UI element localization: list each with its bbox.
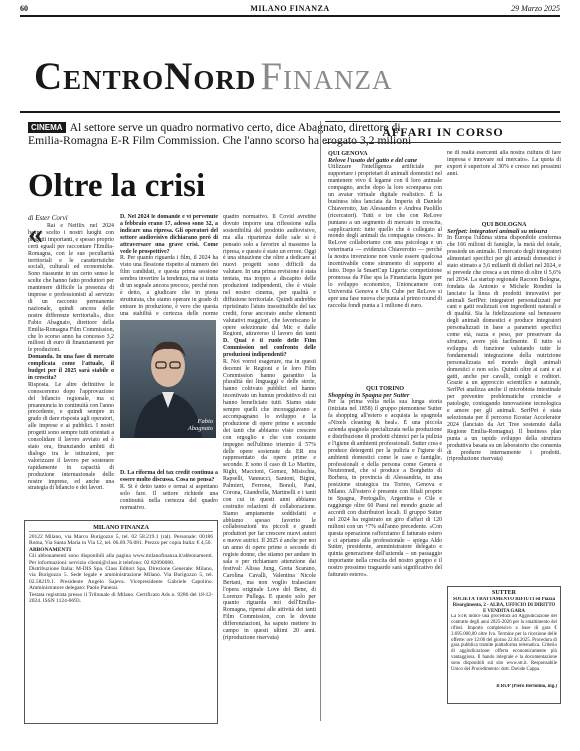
section-title-secondary: Finanza	[260, 55, 393, 98]
answer-4: R. Noi vorrei esagerare, ma in questi decenni le Regioni e le loro Film Commission hanno garantito la pluralità dei linguaggi e delle storie, hanno coltivato pubblici ed hanno incentivato un humus produttivo di cui hanno beneficiato tutti. Siamo state sempre quelli che incoraggiavano e accompagnano lo sviluppo e la produzione di opere prime e seconde dei tanti che abbiamo visto crescere con orgoglio e che con costante impegno nell'ultimo triennio il 57% delle opere sostenute da ER era rappresentato da opere prime e seconde. E sono il caso di Lo Martire, Righi, Maccioni, Gomez, Misischia, Rapselli, Vannucci, Santoni, Bigini, Palmieri, Ferrone, Bonoli, Pani, Corona, Giandrella, Martinelli e i tanti con cui in questi anni abbiamo costruito relazioni di collaborazione. Siamo ampiamente soddisfatti e abbiamo spesso favorito le collaborazioni tra piccoli e grandi produttori per far crescere nuovi autori e nuove autrici. Il 2025 è anche per noi un anno di opere prime o seconde di registe donne, che stiamo per andare in sala o per richiamare attenzione dai festival: Alissa Jung, Greta Scarano, Carolina Cavalli, Valentina Nicole Bertani, ma non voglio tralasciare l'opera originale Love del Bene, di Lorenzo Pullega. E questo solo per quanto riguarda noi dell'Emilia-Romagna, ripensi alle attività dei tanti Film Commission, con le dovute differenziazioni, ha saputo mettere in campo in questi ultimi 20 anni. (riproduzione riservata)	[223, 358, 316, 641]
torino-text: Per la prima volta nella sua lunga storia (iniziata nel 1858) il gruppo piemontese Sutter fa shopping all'estero e acquista la spagnola «Nixels cleaning & heal». È una piccola azienda spagnola specializzata nella produzione e distribuzione di prodotti chimici per la pulizia e l'igiene di ambienti professionali. Sutter crea e produce detergenti per la pulizia e l'igiene di ambienti domestici come le case e famiglie, professionali e della persona come Genera e Neutromed, che si produce a Borghetto di Borbera, in provincia di Alessandria, in una posizione strategica tra Torino, Genova e Milano. All'estero è presente con filiali proprie in Spagna, Portogallo, Argentina e Cile e raggiunge oltre 60 Paesi nel mondo grazie ad accordi con distributori locali. Il gruppo Sutter nel 2024 ha registrato un giro d'affari di 120 milioni con un +7% sull'anno precedente. «Con questa operazione rafforziamo il fatturato estero e ci apriamo alla professionale – spiega Aldo Sutter, presidente, amministratore delegato e quinta generazione dell'azienda – un passaggio importante nella crescita del nostro gruppo e il nostro prossimo traguardo sarà significativo del fatturato estero».	[328, 399, 442, 579]
legal-notice-box	[447, 586, 561, 704]
answer-2: R. Per quanto riguarda i film, il 2024 ha visto una flessione rispetto al numero dei film candidati, e questa prima sessione sembra invertire la tendenza, ma si tratta di un segnale ancora precoce, perché non è detto, a giudicare che in piena strutturata, che siamo operare in grado di entrare in produzione, è vero che questa una stabilità e certezza delle norme	[120, 255, 218, 316]
quote-mark-icon: «	[28, 223, 43, 250]
genova-text-cont: ne di realtà esercenti alla nostra cultura di fare impresa e innovare sul mercato». La quota di export è superiore al 30% e cresce nei prossimi anni.	[447, 150, 561, 177]
question-2: D. Nel 2024 le domande e vi pervenute a febbraio erano 17, adesso sono 32, a indicare una ripresa. Gli operatori del settore audiovisivo dichiarano però di attraversare una grave crisi. Come vede le prospettive?	[120, 214, 218, 255]
article-column-1	[28, 223, 114, 513]
question-4: D. Qual è il ruolo delle Film Commission nel confronto delle produzioni indipendenti?	[223, 338, 316, 358]
genova-subhead: Relove l'usato del gatto e del cane	[328, 157, 418, 164]
company-text: Distribuzione Italia: M-DIS Spa. Class Editori Spa, Direzione Generale: Milano, via Burigozzo 5. Sede legale e amministrazione Milano. Via Burigozzo 5, tel. 02.58219.1. Presidente Angelo Sajeva. Vicepresidente Gabriele Capolino. Amministratore delegato: Paolo Panerai.	[29, 566, 213, 592]
registration-text: Testata registrata presso il Tribunale di Milano. Certificato Ads n. 9286 del 18-12-2024. ISSN 1124-6693.	[29, 591, 213, 605]
article-column-3-bottom	[223, 338, 316, 695]
deck-text: Al settore serve un quadro normativo certo, dice Abagnato, direttore di Emilia-Romagna E-R Film Commission. Che l'anno scorso ha erogato 3,2 milioni	[28, 121, 412, 148]
torino-city: QUI TORINO	[365, 385, 405, 392]
legal-title: SUTTER	[491, 590, 516, 596]
sidebar-item-genova-cont	[447, 150, 561, 216]
sidebar-divider	[320, 121, 321, 721]
section-masthead	[34, 56, 393, 106]
issue-date: 29 Marzo 2025	[511, 4, 560, 13]
article-column-3-top	[223, 214, 316, 336]
article-column-2-bottom	[120, 440, 218, 518]
masthead-rule	[20, 111, 560, 113]
colophon-text	[29, 534, 213, 604]
kicker-badge: CINEMA	[28, 122, 66, 133]
colophon-address: 20122 Milano, via Marco Burigozzo 5, tel. 02 58.219.1 (ral). Personale: 00186 Roma, Via Santa Maria in Via 12, tel. 06.69.76.081. Prezzo per copia Italia: € 4,50.	[29, 534, 213, 547]
section-title-main: CentroNord	[34, 55, 257, 98]
article-column-2-top	[120, 214, 218, 316]
question-1: Domanda. In una fase di mercato complicata come l'attuale, il budget per il 2025 sarà stabile o in crescita?	[28, 354, 114, 381]
colophon-title: MILANO FINANZA	[29, 524, 213, 532]
bologna-text: In Europa l'ultima stima disponibile conferma che 166 milioni di famiglie, la metà del totale, possiede un animale. Il mercato degli integratori alimentari specifici per gli animali domestici è stato stimato a 3,6 miliardi di dollari nel 2024, e si prevede che cresca a un ritmo di oltre il 5,6% nel 2034. La startup regionale Racoon Bologna, fondata da Antonio e Michele Rondini la lanciato la linea di prodotti innovativi per animali SerfPet: integratori personalizzati per cani e gatti realizzati con ingredienti naturali e di qualità. Sia la fidelizzazione sul benessere degli animali domestici e produce integratori personalizzati in base a parametri specifici come età, razza e peso, per preservare da sfruttare, avere più facilmente. Il tutto si sviluppa di funzione valutando tutte le fondamentali integrazione della nutrizione personalizzata nel mondo degli animali domestici e non solo. Quindi oltre ai cani e ai gatti, anche per cavalli, conigli e roditori. Grazie a un approccio scientifico e naturale, SerfPet analizza anche il microbiota intestinale per prevenire problematiche croniche e patologie, coniugando innovazione tecnologica e amore per gli animali. SerfPet è stata selezionata per il percorso Ecostar Accelerator 2024 (lanciato da Art Tree sostenuto dalla Regione Emilia-Romagna). Il business plan punta a un rapido sviluppo della struttura produttiva basata su un laboratorio che consenta di produrre internamente i prodotti. (riproduzione riservata)	[447, 235, 561, 463]
intro-text: Rai e Netflix nel 2024 hanno scelto i nostri luoghi con progetti importanti, e spesso proprio certi eguali per raccontare l'Emilia-Romagna, con le sue peculiarità territoriali e le caratteristiche sociali, culturali ed economiche. Sono riassunte in un certo senso le scelte che hanno fatto produttori per mantenere difficile la presenza di imprese e professionisti al servizio di un racconto permanente nazionale, quindi ancora delle nostre differenze territoriali», dice Fabio Abagnato, direttore della Emilia-Romagna Film Commission, che lo scorso anno ha concesso 3,2 milioni di euro di finanziamenti per le produzioni.	[28, 223, 114, 354]
torino-subhead: Shopping in Spagna per Sutter	[328, 392, 410, 399]
colophon-box	[24, 520, 218, 724]
article-byline: di Ester Corvi	[28, 214, 68, 222]
newspaper-name: MILANO FINANZA	[250, 4, 330, 13]
sidebar-title: AFFARI IN CORSO	[325, 121, 561, 143]
portrait-photo	[120, 320, 216, 438]
bologna-city: QUI BOLOGNA	[481, 221, 527, 228]
answer-1: Risposta. Le altre definitive le conosceremo dopo l'approvazione del bilancio regionale, ma si preannuncia in continuità con l'anno precedente, e quindi sempre in grado di dare risposta agli operatori, alle imprese e ai pubblici. I nostri progetti sono sempre tutti orientati a consolidare il lavoro avviato ed è stato ora, finanziando ambiti di dialogo tra le istituzioni, per valorizzare il lavoro per sostenere rapidamente in capacità di produzione internazionale delle nostre imprese, ed anche una strategia di bilancio e dei lavori.	[28, 381, 114, 492]
legal-signature: Il RUP (Piero Bertolino, ing.)	[496, 684, 557, 690]
sidebar-item-genova	[328, 150, 442, 382]
subscriptions-heading: ABBONAMENTI	[29, 546, 72, 553]
legal-subtitle: SOCIETÀ TRATTAMENTO RIFIUTI ed Piazza Risorgimento, 2 - ALBA, UFFICIO DI DIRITTO E VENDITA GARA	[452, 597, 556, 614]
genova-city: QUI GENOVA	[328, 150, 368, 157]
genova-text: Utilizzare l'intelligenza artificiale per supportare i proprietari di animali domestici nel mantenere vivo il legame con il loro animale compagno, anche dopo la loro scomparsa con un avatar virtuale digitale realistico. È la business idea lanciata da Imperia di Daniele Chiaverotto, Jan Alessandro e Andrea Paolillo (ricercatori). Tutti e tre che con ReLove puntano a un segmento di mercato in crescita, «applicazioni: tutto quello che è collegato al mondo degli animali da compagnia cresce». In ReLove collaboriamo con una psicologa e un veterinaria — evidenzia Chiaverotto — perché la nostra invenzione non vuole essere qualcosa incentivabile come strumento di supporto al lutto. Dopo la SmartCup Liguria: competizione promossa da Filse spa la Finanziaria ligure per lo sviluppo economico, Unioncamere con Università Genova e Ubi Cube per ReLove si apre una fase nuova che punta al primo round di raccolta fondi punta a 1 milione di euro.	[328, 164, 442, 309]
header-rule	[20, 15, 560, 17]
photo-caption: Fabio Abagnato	[187, 418, 213, 432]
sidebar-item-torino	[328, 385, 442, 715]
question-3: D. La riforma del tax credit continua a essere molto discussa. Cosa ne pensa?	[120, 470, 218, 483]
page-number: 60	[20, 4, 28, 13]
article-headline: Oltre la crisi	[28, 168, 206, 204]
subscriptions-text: Gli abbonamenti sono disponibili alla pagina www.milanofinanza.it/abbonamenti. Per informazioni: servizio clienti@class.it telefono: 02 82090080.	[29, 553, 213, 566]
legal-text: La STR indice una procedura ad Aggiudicazione del contratto degli anni 2025-2026 per lo smaltimento dei rifiuti. Importo complessivo a base di gara € 3.695.000,00 oltre Iva. Termine per la ricezione delle offerte: ore 12:00 del giorno 22.04.2025. Procedura di gara pubblica tramite piattaforma telematica. Criterio di aggiudicazione: offerta economicamente più vantaggiosa. Il bando integrale e la documentazione sono disponibili sul sito www.str.it. Responsabile Unico del Procedimento: dott. Davide Cappa.	[451, 614, 557, 672]
bologna-subhead: Serfpet: integratori animali su misura	[447, 228, 548, 235]
sidebar-item-bologna	[447, 221, 561, 581]
column-3-text: quadro normativo. Il Covid avrebbe dovuto imporre una riflessione sulla sostenibilità del prodotto audiovisivo, ma alla ripartenza delle sale si è pensato solo a favorire al massimo la ripresa, e questo è stato un errore. Oggi è una situazione che oltre a dedicare ai nuovi progetti sono difficili da valutare. In una prima revisione è stata tentata, ma troppo a discapito delle produzioni indipendenti, che è vitale nel nostro cinema, per qualità e diffusione territoriale. Quindi andrebbe ripristinato l'aiuto insostituibile del tax credit, forse ancorato anche elementi valutativi maggiori, che favoriscano le opere selezionate dal Mic e dalle Regioni, attraverso il lavoro dei tanti	[223, 214, 316, 336]
answer-3: R. Si è detto tanto e ormai si aspettano solo fare. Il settore richiede una continuità nella certezza del quadro normativo.	[120, 483, 218, 511]
